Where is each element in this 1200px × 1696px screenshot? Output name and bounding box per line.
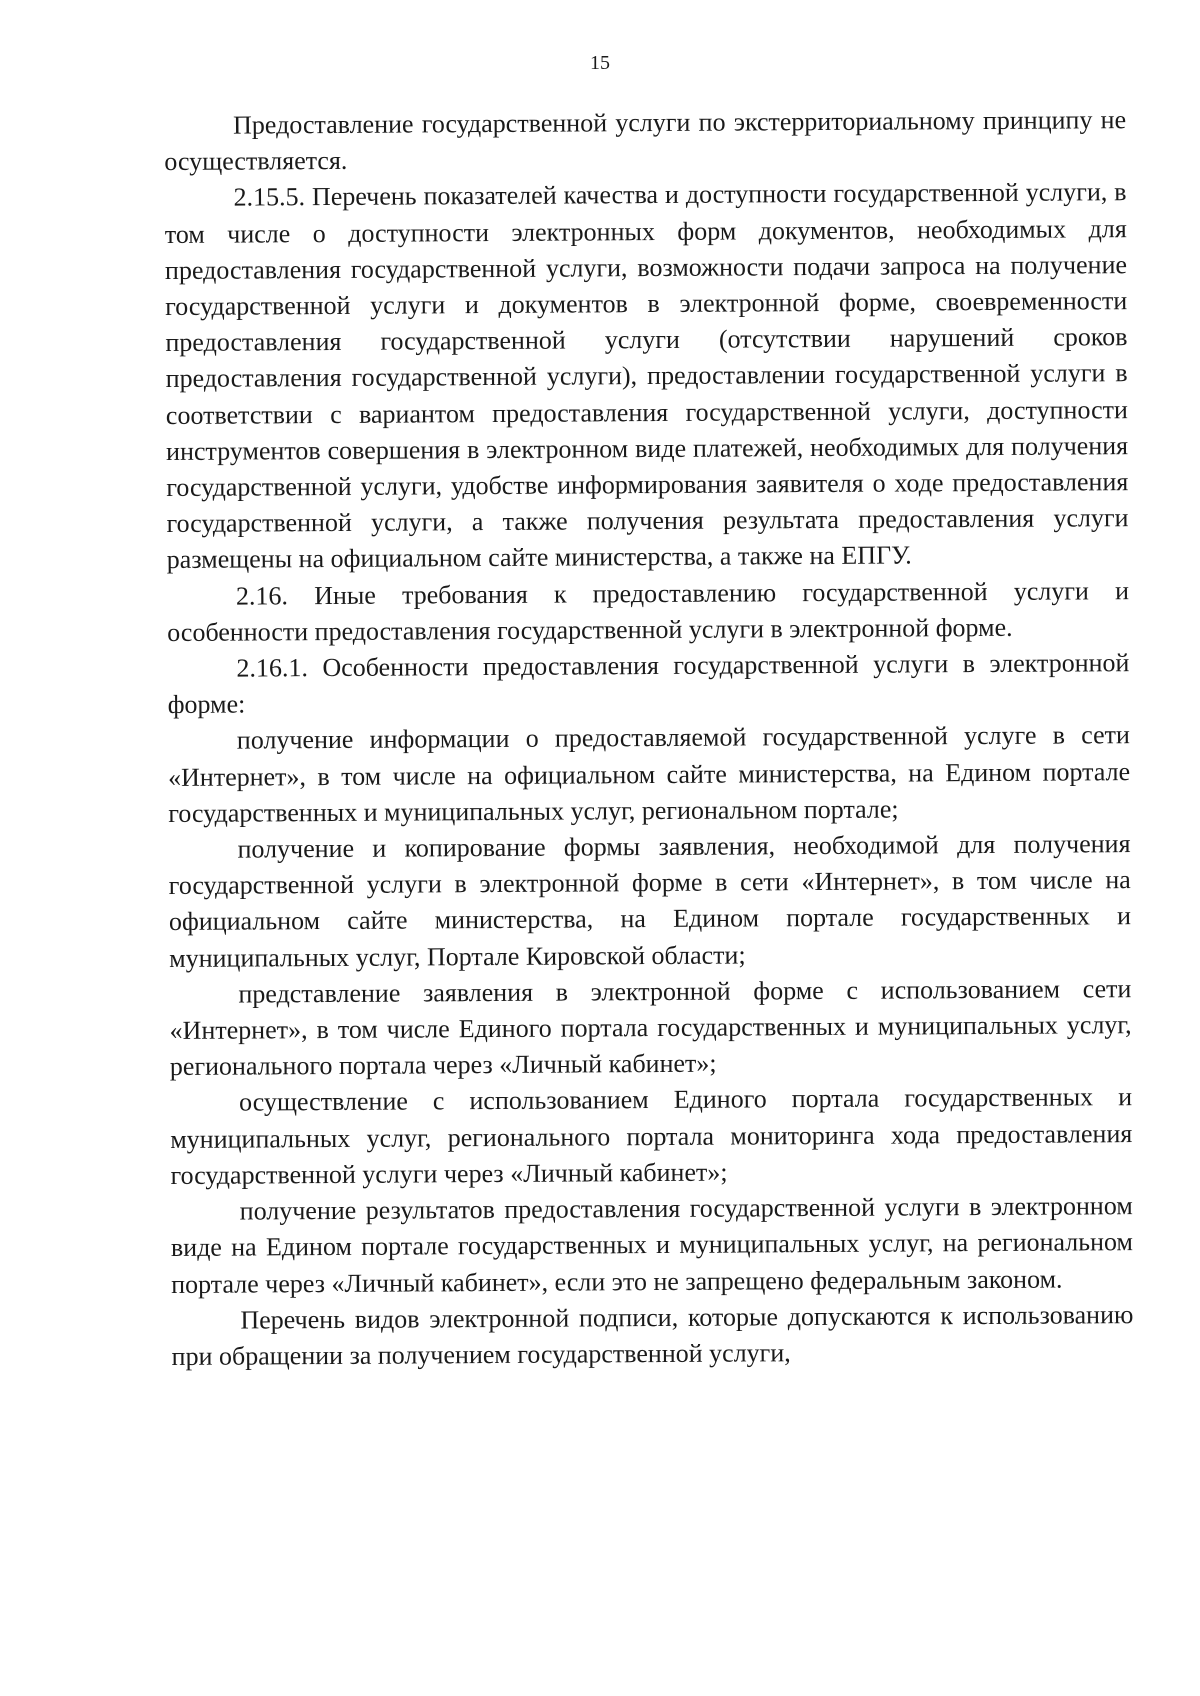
page-number: 15 — [590, 52, 610, 74]
paragraph-2-15-5: 2.15.5. Перечень показателей качества и доступности государственной услуги, в том числе о доступности электронных форм документов, необходимых для предоставления государственной услуги, возможности подачи запроса на получение государственной услуги и документов в электронной форме, своевременности предоставления государственной услуги (отсутствии нарушений сроков предоставления государственной услуги), предоставлении государственной услуги в соответствии с вариантом предоставления государственной услуги, доступности инструментов совершения в электронном виде платежей, необходимых для получения государственной услуги, удобстве информирования заявителя о ходе предоставления государственной услуги, а также получения результата предоставления услуги размещены на официальном сайте министерства, а также на ЕПГУ. — [164, 177, 1129, 575]
list-item-monitoring: осуществление с использованием Единого портала государственных и муниципальных услуг, регионального портала мониторинга хода предоставления государственной услуги через «Личный кабинет»; — [170, 1082, 1133, 1190]
list-item-application-submission: представление заявления в электронной форме с использованием сети «Интернет», в том числе Единого портала государственных и муниципальных услуг, регионального портала через «Личный кабинет»; — [169, 973, 1132, 1082]
list-item-information: получение информации о предоставляемой государственной услуге в сети «Интернет», в том числе на официальном сайте министерства, на Едином портале государственных и муниципальных услуг, региональном портале; — [167, 720, 1131, 828]
paragraph-2-16: 2.16. Иные требования к предоставлению государственной услуги и особенности предоставления государственной услуги в электронной форме. — [167, 575, 1130, 647]
paragraph-signature-types: Перечень видов электронной подписи, которые допускаются к использованию при обращении за получением государственной услуги, — [171, 1299, 1134, 1371]
list-item-form-copying: получение и копирование формы заявления, необходимой для получения государственной услуги в электронной форме в сети «Интернет», в том числе на официальном сайте министерства, на Едином портале государственных и муниципальных услуг, Портале Кировской области; — [168, 829, 1132, 973]
list-item-results: получение результатов предоставления государственной услуги в электронном виде на Едином портале государственных и муниципальных услуг, на региональном портале через «Личный кабинет», если это не запрещено федеральным законом. — [170, 1191, 1134, 1299]
paragraph-2-16-1: 2.16.1. Особенности предоставления государственной услуги в электронной форме: — [167, 648, 1130, 720]
paragraph-extraterritorial: Предоставление государственной услуги по экстерриториальному принципу не осуществляется. — [164, 105, 1127, 177]
document-body — [164, 102, 1134, 1375]
